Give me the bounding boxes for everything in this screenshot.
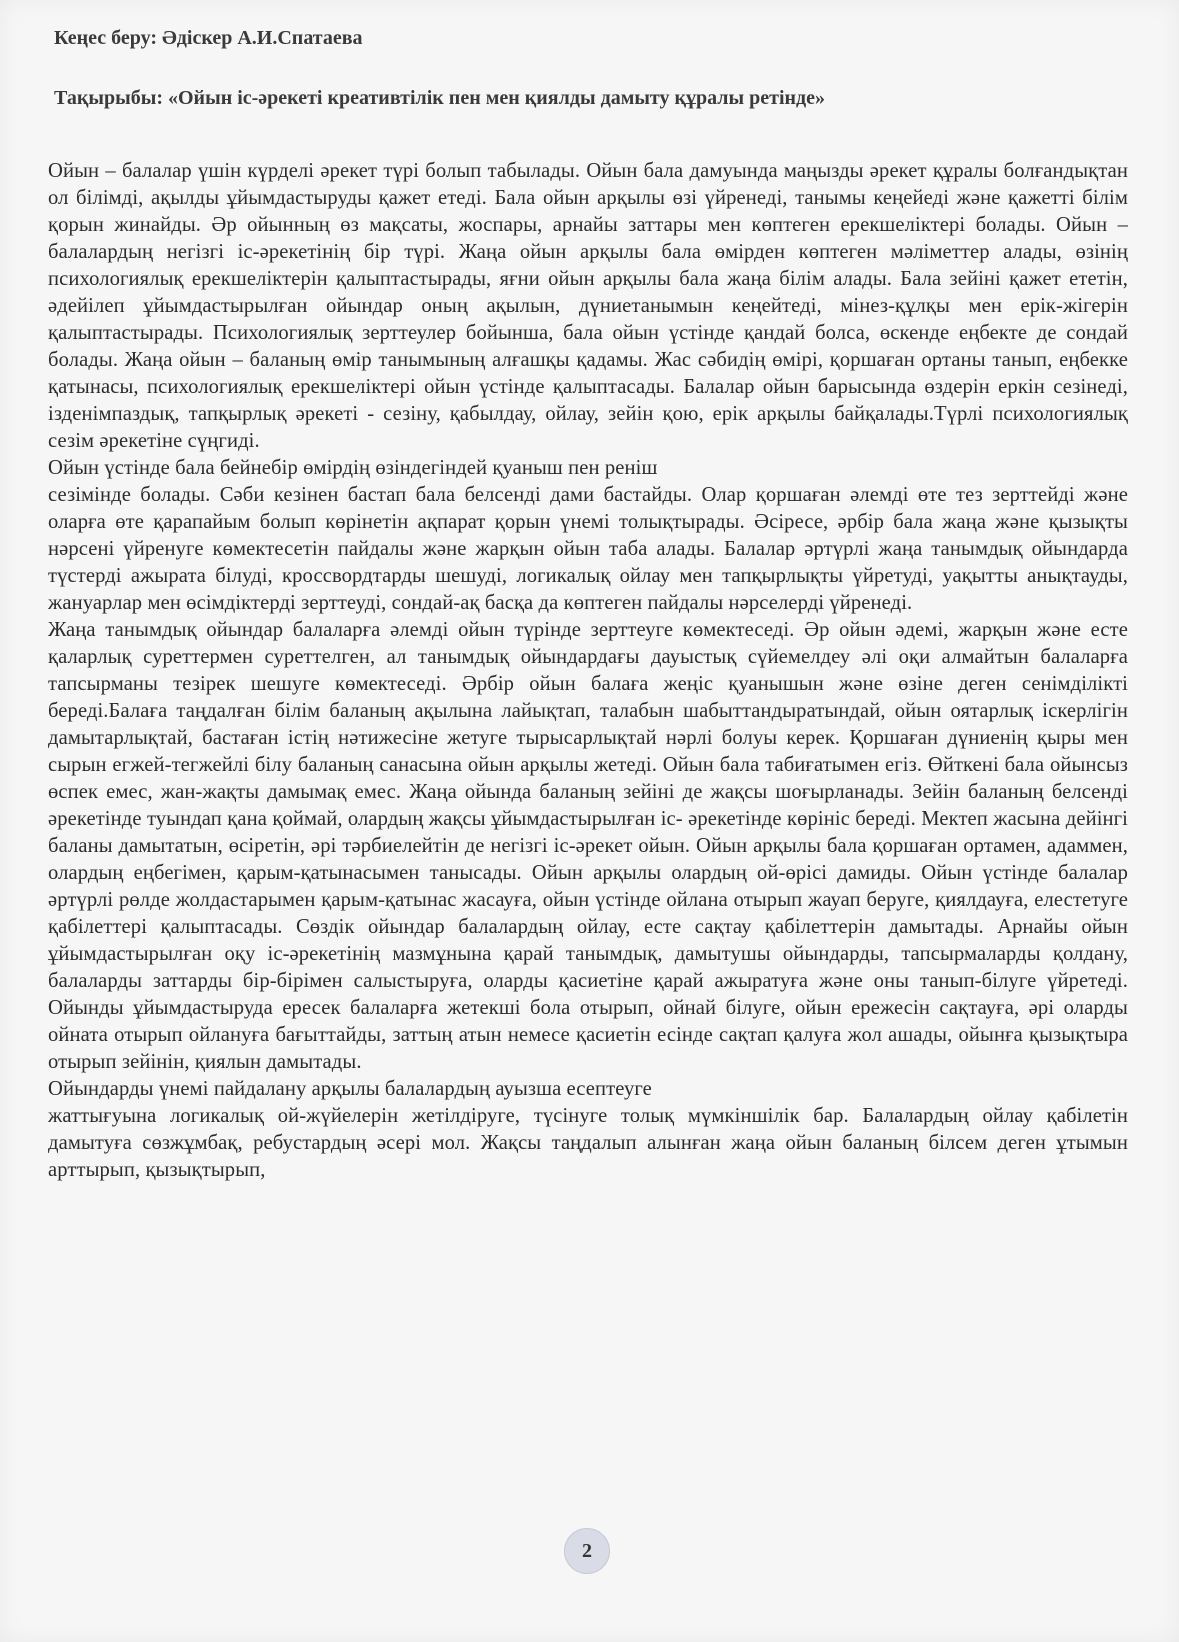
article-body [48, 158, 1128, 1184]
consultant-line: Кеңес беру: Әдіскер А.И.Спатаева [54, 27, 363, 49]
paragraph: Ойын – балалар үшін күрделі әрекет түрі болып табылады. Ойын бала дамуында маңызды әрекет құралы болғандықтан ол білімді, ақылды ұйымдастыруды қажет етеді. Бала ойын арқылы өзі үйренеді, танымы кеңейеді және қажетті білім қорын жинайды. Әр ойынның өз мақсаты, жоспары, арнайы заттары мен көптеген ерекшеліктері болады. Ойын – балалардың негізгі іс-әрекетінің бір түрі. Жаңа ойын арқылы бала өмірден көптеген мәліметтер алады, өзінің психологиялық ерекшеліктерін қалыптастырады, яғни ойын арқылы бала жаңа білім алады. Бала зейіні қажет ететін, әдейілеп ұйымдастырылған ойындар оның ақылын, дүниетанымын кеңейтеді, мінез-құлқы мен ерік-жігерін қалыптастырады. Психологиялық зерттеулер бойынша, бала ойын үстінде қандай болса, өскенде еңбекте де сондай болады. Жаңа ойын – баланың өмір танымының алғашқы қадамы. Жас сәбидің өмірі, қоршаған ортаны танып, еңбекке қатынасы, психологиялық ерекшеліктері ойын үстінде қалыптасады. Балалар ойын барысында өздерін еркін сезінеді, ізденімпаздық, тапқырлық әрекеті - сезіну, қабылдау, ойлау, зейін қою, ерік арқылы байқалады.Түрлі психологиялық сезім әрекетіне сүңгиді. [48, 160, 1128, 452]
page-number-badge: 2 [564, 1528, 610, 1574]
paragraph: Ойын үстінде бала бейнебір өмірдің өзіндегіндей қуаныш пен реніш [48, 457, 658, 479]
paragraph: жаттығуына логикалық ой-жүйелерін жетілдіруге, түсінуге толық мүмкіншілік бар. Балалардың ойлау қабілетін дамытуға сөзжұмбақ, ребустардың әсері мол. Жақсы таңдалып алынған жаңа ойын баланың білсем деген ұтымын арттырып, қызықтырып, [48, 1105, 1128, 1181]
paragraph: сезімінде болады. Сәби кезінен бастап бала белсенді дами бастайды. Олар қоршаған әлемді өте тез зерттейді және оларға өте қарапайым болып көрінетін ақпарат қорын үнемі толықтырады. Әсіресе, әрбір бала жаңа және қызықты нәрсені үйренуге көмектесетін пайдалы және жарқын ойын таба алады. Балалар әртүрлі жаңа танымдық ойындарда түстерді ажырата білуді, кроссвордтарды шешуді, логикалық ойлау мен тапқырлықты үйретуді, уақытты анықтауды, жануарлар мен өсімдіктерді зерттеуді, сондай-ақ басқа да көптеген пайдалы нәрселерді үйренеді. [48, 484, 1128, 614]
page-content [48, 26, 1128, 1184]
paragraph: Жаңа танымдық ойындар балаларға әлемді ойын түрінде зерттеуге көмектеседі. Әр ойын әдемі, жарқын және есте қаларлық суреттермен суреттелген, ал танымдық ойындардағы дауыстық сүйемелдеу әлі оқи алмайтын балаларға тапсырманы тезірек шешуге көмектеседі. Әрбір ойын балаға жеңіс қуанышын және өзіне деген сенімділікті береді.Балаға таңдалған білім баланың ақылына лайықтап, талабын шабыттандыратындай, ойын оятарлық іскерлігін дамытарлықтай, бастаған істің нәтижесіне жетуге тырысарлықтай нәрлі болуы керек. Қоршаған дүниенің қыры мен сырын егжей-тегжейлі білу баланың санасына ойын арқылы жетеді. Ойын бала табиғатымен егіз. Өйткені бала ойынсыз өспек емес, жан-жақты дамымақ емес. Жаңа ойында баланың зейіні де жақсы шоғырланады. Зейін баланың белсенді әрекетінде туындап қана қоймай, олардың жақсы ұйымдастырылған іс- әрекетінде көрініс береді. Мектеп жасына дейінгі баланы дамытатын, өсіретін, әрі тәрбиелейтін де негізгі іс-әрекет ойын. Ойын арқылы бала қоршаған ортамен, адаммен, олардың еңбегімен, қарым-қатынасымен танысады. Ойын арқылы олардың ой-өрісі дамиды. Ойын үстінде балалар әртүрлі рөлде жолдастарымен қарым-қатынас жасауға, ойын үстінде ойлана отырып жауап беруге, қиялдауға, елестетуге қабілеттері қалыптасады. Сөздік ойындар балалардың ойлау, есте сақтау қабілеттерін дамытады. Арнайы ойын ұйымдастырылған оқу іс-әрекетінің мазмұнына қарай танымдық, дамытушы ойындарды, тапсырмаларды қолдану, балаларды заттарды бір-бірімен салыстыруға, оларды қасиетіне қарай ажыратуға және оны танып-білуге үйретеді. Ойынды ұйымдастыруда ересек балаларға жетекші бола отырып, ойнай білуге, ойын ережесін сақтауға, әрі оларды ойната отырып ойлануға бағыттайды, заттың атын немесе қасиетін есінде сақтап қалуға жол ашады, ойынға қызықтыра отырып зейінін, қиялын дамытады. [48, 619, 1128, 1073]
paragraph: Ойындарды үнемі пайдалану арқылы балалардың ауызша есептеуге [48, 1078, 652, 1100]
topic-line: Тақырыбы: «Ойын іс-әрекеті креативтілік пен мен қиялды дамыту құралы ретінде» [54, 87, 826, 109]
